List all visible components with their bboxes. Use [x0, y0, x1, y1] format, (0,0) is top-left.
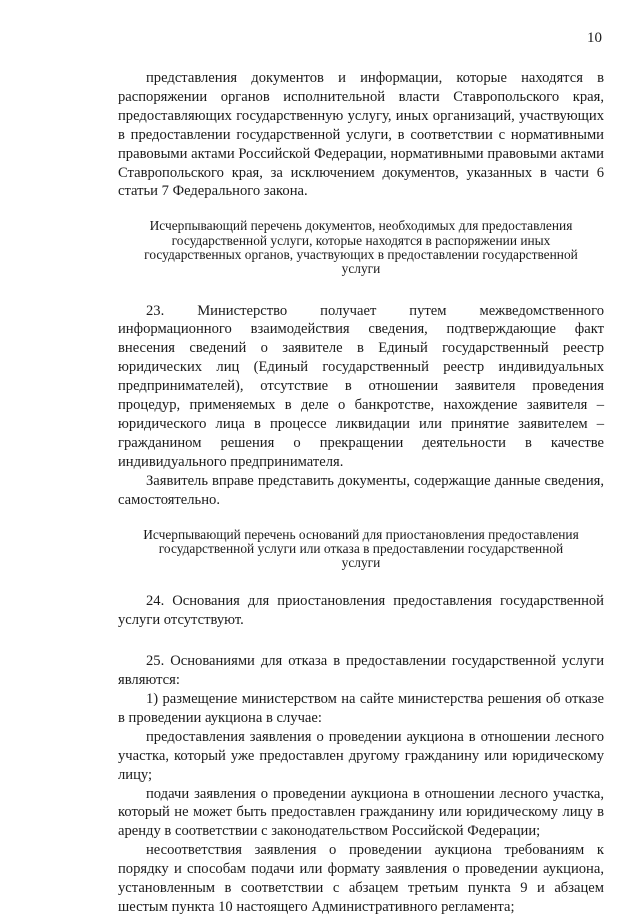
- section-heading-documents: Исчерпывающий перечень документов, необходимых для предоставления государственной услуги, которые находятся в распоряжении иных государственных органов, участвующих в предоставлении государственной услуги: [144, 218, 578, 277]
- section-heading-grounds: Исчерпывающий перечень оснований для приостановления предоставления государственной услуги или отказа в предоставлении государственной услуги: [143, 526, 579, 571]
- paragraph-25-case-a: предоставления заявления о проведении аукциона в отношении лесного участка, который уже предоставлен другому гражданину или юридическому лицу;: [118, 728, 604, 783]
- paragraph-23: 23. Министерство получает путем межведомственного информационного взаимодействия сведения, подтверждающие факт внесения сведений о заявителе в Единый государственный реестр юридических лиц (Единый государственный реестр индивидуальных предпринимателей), отсутствие в отношении заявителя проведения процедур, применяемых в деле о банкротстве, нахождение заявителя – юридического лица в процессе ликвидации или принятие заявителем – гражданином решения о прекращении деятельности в качестве индивидуального предпринимателя.: [118, 302, 604, 470]
- paragraph-25: 25. Основаниями для отказа в предоставлении государственной услуги являются:: [118, 653, 604, 689]
- paragraph-25-case-c: несоответствия заявления о проведении аукциона требованиям к порядку и способам подачи или формату заявления о проведении аукциона, установленным в соответствии с абзацем третьим пункта 9 и абзацем шестым пункта 10 настоящего Административного регламента;: [118, 842, 604, 915]
- document-body: [118, 69, 604, 917]
- paragraph-25-item-1: 1) размещение министерством на сайте министерства решения об отказе в проведении аукциона в случае:: [118, 691, 604, 726]
- paragraph-24: 24. Основания для приостановления предоставления государственной услуги отсутствуют.: [118, 593, 604, 629]
- page-number: 10: [587, 30, 602, 46]
- paragraph-23-note: Заявитель вправе представить документы, содержащие данные сведения, самостоятельно.: [118, 472, 604, 508]
- paragraph-25-case-b: подачи заявления о проведении аукциона в отношении лесного участка, который не может быть предоставлен гражданину или юридическому лицу в аренду в соответствии с законодательством Российской Федерации;: [118, 785, 604, 840]
- intro-paragraph: представления документов и информации, которые находятся в распоряжении органов исполнительной власти Ставропольского края, предоставляющих государственную услугу, иных организаций, участвующих в предоставлении государственной услуги, в соответствии с нормативными правовыми актами Российской Федерации, нормативными правовыми актами Ставропольского края, за исключением документов, указанных в части 6 статьи 7 Федерального закона.: [118, 70, 604, 200]
